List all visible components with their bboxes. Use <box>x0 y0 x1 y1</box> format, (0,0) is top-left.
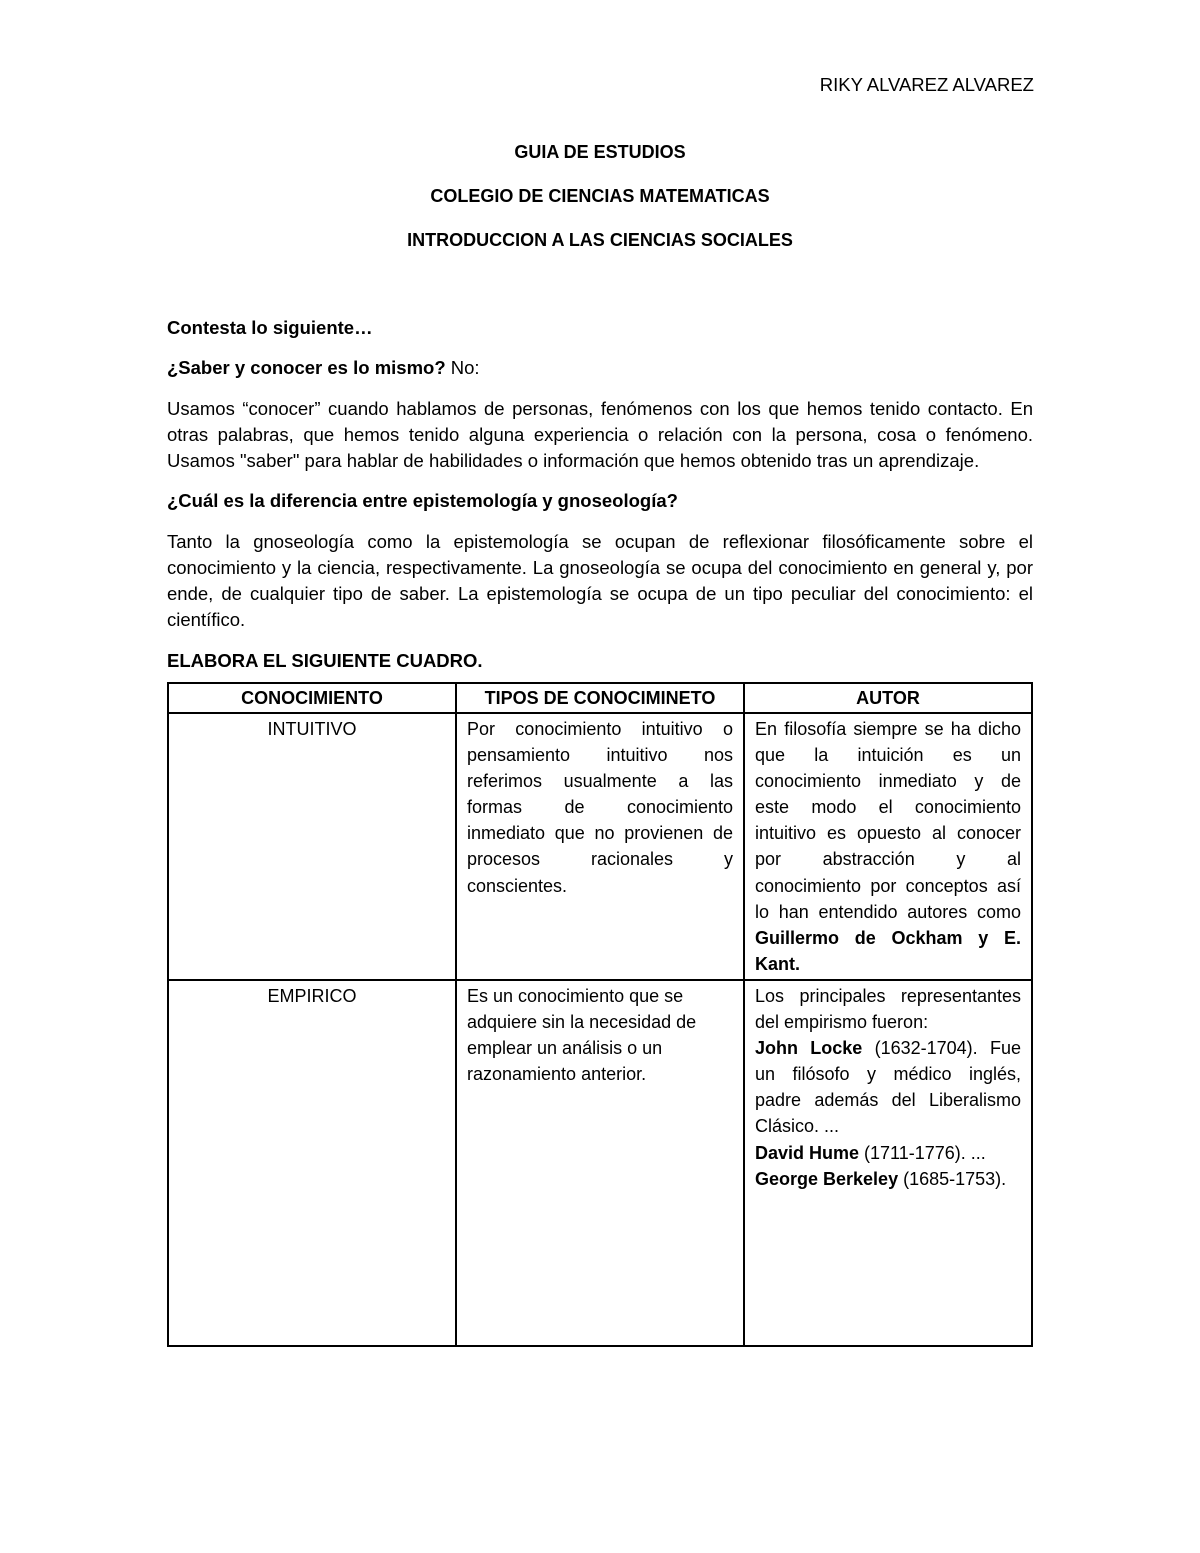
title-college: COLEGIO DE CIENCIAS MATEMATICAS <box>430 186 770 206</box>
header-autor: AUTOR <box>744 683 1032 713</box>
author-intro: Los principales representantes del empirismo fueron: <box>755 985 1021 1033</box>
table-row <box>168 713 1032 980</box>
table-header-row <box>168 683 1032 713</box>
knowledge-table <box>167 682 1033 1347</box>
instruction: Contesta lo siguiente… <box>167 317 373 338</box>
author-2-detail: (1711-1776). ... <box>859 1142 986 1163</box>
header-tipos: TIPOS DE CONOCIMINETO <box>456 683 744 713</box>
table-row <box>168 980 1032 1346</box>
cell-description: Es un conocimiento que se adquiere sin la necesidad de emplear un análisis o un razonamiento anterior. <box>456 980 744 1346</box>
document-titles <box>0 140 1200 272</box>
cell-type: EMPIRICO <box>168 980 456 1346</box>
author-1-detail: (1632-1704). Fue un filósofo y médico inglés, padre además del Liberalismo Clásico. ... <box>755 1038 1021 1137</box>
cell-author <box>744 980 1032 1346</box>
answer-2: Tanto la gnoseología como la epistemología se ocupan de reflexionar filosóficamente sobre el conocimiento y la ciencia, respectivamente. La gnoseología se ocupa del conocimiento en general y, por ende, de cualquier tipo de saber. La epistemología se ocupa de un tipo peculiar del conocimiento: el científico. <box>167 530 1033 631</box>
question-2: ¿Cuál es la diferencia entre epistemología y gnoseología? <box>167 490 678 512</box>
cell-author <box>744 713 1032 980</box>
header-conocimiento: CONOCIMIENTO <box>168 683 456 713</box>
table-heading: ELABORA EL SIGUIENTE CUADRO. <box>167 649 483 671</box>
question-1-short-answer: No: <box>445 357 480 379</box>
author-1-name: John Locke <box>755 1038 863 1059</box>
question-1-text: ¿Saber y conocer es lo mismo? <box>167 357 446 379</box>
title-guide: GUIA DE ESTUDIOS <box>514 142 686 162</box>
cell-description: Por conocimiento intuitivo o pensamiento intuitivo nos referimos usualmente a las formas de conocimiento inmediato que no provienen de procesos racionales y conscientes. <box>456 713 744 980</box>
author-text: En filosofía siempre se ha dicho que la intuición es un conocimiento inmediato y de este modo el conocimiento intuitivo es opuesto al conocer por abstracción y al conocimiento por conceptos así lo han entendido autores como <box>755 719 1021 922</box>
author-2-name: David Hume <box>755 1142 860 1163</box>
title-course: INTRODUCCION A LAS CIENCIAS SOCIALES <box>407 230 793 250</box>
author-name: RIKY ALVAREZ ALVAREZ <box>819 74 1034 95</box>
document-body <box>167 315 1033 1347</box>
author-3-detail: (1685-1753). <box>898 1168 1007 1189</box>
answer-1: Usamos “conocer” cuando hablamos de personas, fenómenos con los que hemos tenido contacto. En otras palabras, que hemos tenido alguna experiencia o relación con la persona, cosa o fenómeno. Usamos "saber" para hablar de habilidades o información que hemos obtenido tras un aprendizaje. <box>167 397 1033 472</box>
cell-type: INTUITIVO <box>168 713 456 980</box>
author-names: Guillermo de Ockham y E. Kant. <box>755 927 1021 974</box>
author-3-name: George Berkeley <box>755 1168 899 1189</box>
question-1 <box>167 355 1033 381</box>
